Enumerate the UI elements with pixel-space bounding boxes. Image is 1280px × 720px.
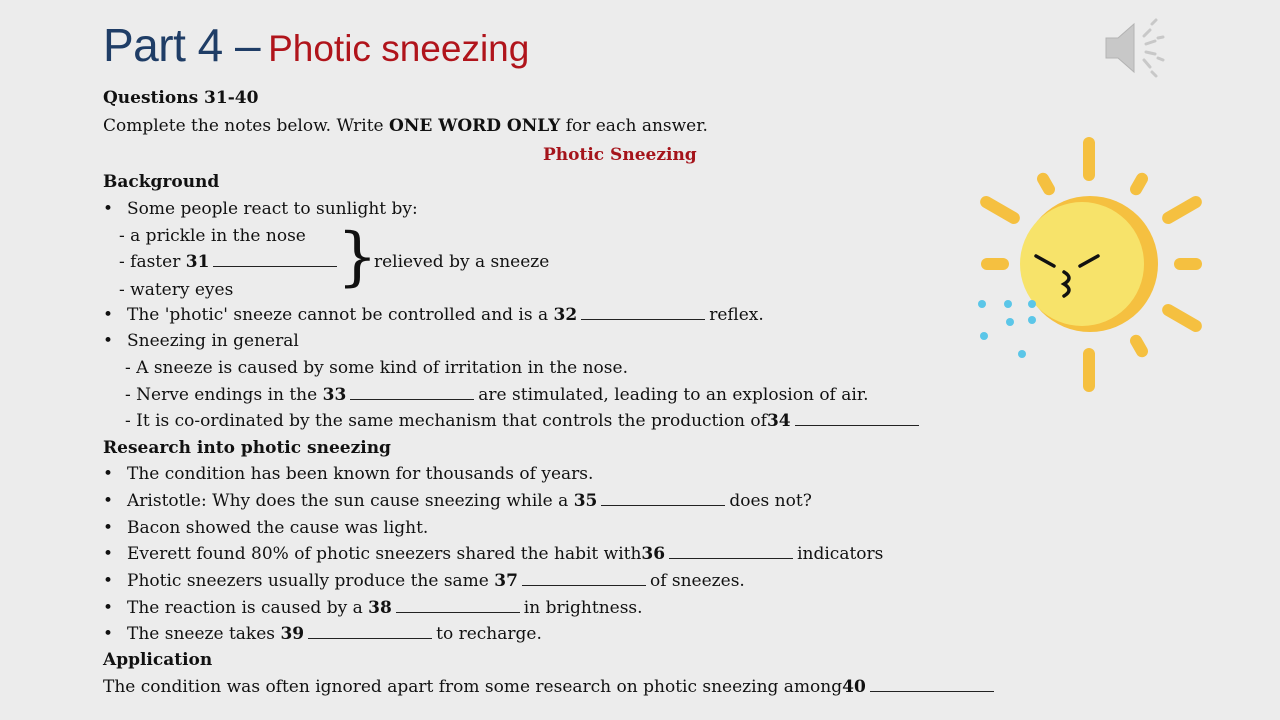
question-number-35: 35 xyxy=(573,491,598,511)
research-r6 xyxy=(127,597,643,619)
r5-text: Photic sneezers usually produce the same xyxy=(127,571,489,591)
background-b1: Some people react to sunlight by: xyxy=(127,199,418,219)
r6-text-end: in brightness. xyxy=(523,598,643,618)
question-number-33: 33 xyxy=(322,385,347,405)
g2-text: - Nerve endings in the xyxy=(125,385,318,405)
research-r4 xyxy=(127,543,883,565)
answer-blank-40[interactable] xyxy=(870,677,994,692)
bullet: • xyxy=(103,464,114,484)
background-s1: - a prickle in the nose xyxy=(119,226,306,246)
brace-text: relieved by a sneeze xyxy=(374,252,550,272)
bullet: • xyxy=(103,518,114,538)
r7-text-end: to recharge. xyxy=(436,624,542,644)
research-r2 xyxy=(127,490,812,512)
bullet: • xyxy=(103,491,114,511)
background-s3: - watery eyes xyxy=(119,280,234,300)
research-heading: Research into photic sneezing xyxy=(103,438,391,458)
answer-blank-33[interactable] xyxy=(350,385,474,400)
application-a1 xyxy=(103,676,998,698)
instructions-bold: ONE WORD ONLY xyxy=(389,116,561,136)
s2-text: - faster xyxy=(119,252,181,272)
question-number-34: 34 xyxy=(766,411,791,431)
answer-blank-38[interactable] xyxy=(396,598,520,613)
background-b2 xyxy=(127,304,764,326)
research-r5 xyxy=(127,570,745,592)
general-g3 xyxy=(125,410,923,432)
bullet: • xyxy=(103,598,114,618)
r5-text-end: of sneezes. xyxy=(649,571,745,591)
bullet: • xyxy=(103,571,114,591)
g3-text: - It is co-ordinated by the same mechanism that controls the production of xyxy=(125,411,767,431)
brace: } xyxy=(337,220,378,294)
question-number-40: 40 xyxy=(842,677,866,697)
research-r1: The condition has been known for thousands of years. xyxy=(127,464,594,484)
answer-blank-39[interactable] xyxy=(308,624,432,639)
question-number-37: 37 xyxy=(494,571,518,591)
background-b3: Sneezing in general xyxy=(127,331,299,351)
bullet: • xyxy=(103,544,114,564)
bullet: • xyxy=(103,624,114,644)
notes-title: Photic Sneezing xyxy=(543,145,697,165)
b2-text-end: reflex. xyxy=(709,305,764,325)
question-number-39: 39 xyxy=(280,624,305,644)
research-r3: Bacon showed the cause was light. xyxy=(127,518,429,538)
questions-heading: Questions 31-40 xyxy=(103,88,259,108)
r2-text-end: does not? xyxy=(729,491,812,511)
answer-blank-32[interactable] xyxy=(581,305,705,320)
general-g2 xyxy=(125,384,868,406)
r6-text: The reaction is caused by a xyxy=(127,598,363,618)
question-number-32: 32 xyxy=(553,305,578,325)
speaker-icon[interactable] xyxy=(1100,16,1170,80)
question-number-38: 38 xyxy=(368,598,392,618)
answer-blank-36[interactable] xyxy=(669,544,793,559)
application-heading: Application xyxy=(103,650,213,670)
sneezing-sun-icon xyxy=(970,132,1210,397)
b2-text: The 'photic' sneeze cannot be controlled and is a xyxy=(127,305,549,325)
title-part: Part 4 – xyxy=(103,19,261,71)
instructions-text-end: for each answer. xyxy=(565,116,708,136)
background-s2 xyxy=(119,251,341,273)
answer-blank-34[interactable] xyxy=(795,411,919,426)
r2-text: Aristotle: Why does the sun cause sneezing while a xyxy=(127,491,569,511)
instructions xyxy=(103,115,708,137)
title-topic: Photic sneezing xyxy=(268,28,530,69)
answer-blank-31[interactable] xyxy=(213,252,337,267)
background-heading: Background xyxy=(103,172,220,192)
g2-text-end: are stimulated, leading to an explosion of air. xyxy=(478,385,869,405)
question-number-31: 31 xyxy=(185,252,210,272)
r7-text: The sneeze takes xyxy=(127,624,276,644)
slide-title xyxy=(103,18,529,72)
a1-text: The condition was often ignored apart from some research on photic sneezing among xyxy=(103,677,843,697)
bullet: • xyxy=(103,331,114,351)
research-r7 xyxy=(127,623,542,645)
instructions-text: Complete the notes below. Write xyxy=(103,116,384,136)
general-g1: - A sneeze is caused by some kind of irritation in the nose. xyxy=(125,358,628,378)
r4-text-end: indicators xyxy=(797,544,884,564)
r4-text: Everett found 80% of photic sneezers shared the habit with xyxy=(127,544,642,564)
question-number-36: 36 xyxy=(641,544,666,564)
bullet: • xyxy=(103,199,114,219)
answer-blank-37[interactable] xyxy=(522,571,646,586)
answer-blank-35[interactable] xyxy=(601,491,725,506)
bullet: • xyxy=(103,305,114,325)
